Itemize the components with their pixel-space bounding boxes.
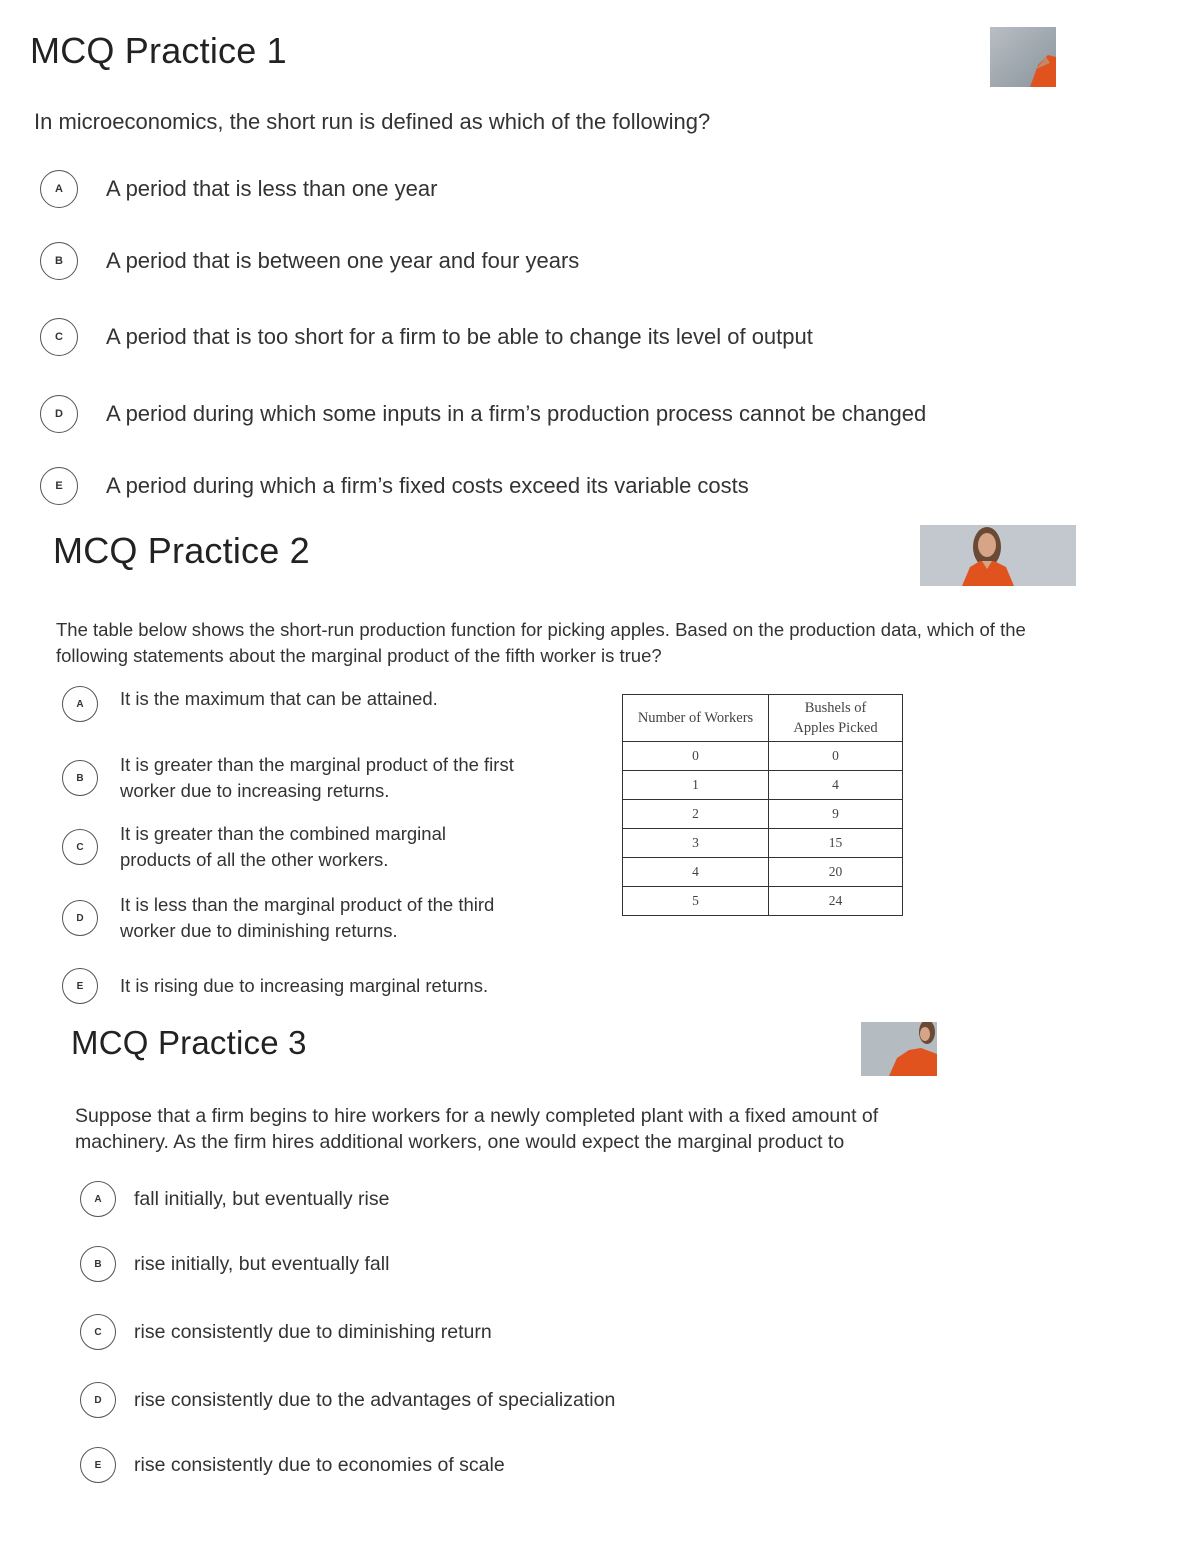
production-table [622, 694, 903, 916]
p3-question-line1: Suppose that a firm begins to hire workers for a newly completed plant with a fixed amount of [75, 1105, 879, 1127]
table-header-row [623, 695, 903, 742]
option-letter-circle: D [62, 900, 98, 936]
option-letter-circle: A [80, 1181, 116, 1217]
table-row [623, 771, 903, 800]
table-row [623, 829, 903, 858]
table-cell: 0 [769, 742, 903, 771]
option-text: It is less than the marginal product of the third worker due to diminishing returns. [120, 894, 495, 941]
option-text: rise initially, but eventually fall [134, 1252, 390, 1275]
p2-option-b[interactable] [62, 752, 570, 804]
p3-option-b[interactable] [80, 1246, 389, 1282]
presenter-video-icon [990, 27, 1056, 87]
p1-title: MCQ Practice 1 [30, 30, 287, 71]
presenter-video-icon [920, 525, 1076, 586]
table-cell: 3 [623, 829, 769, 858]
option-text: A period that is too short for a firm to be able to change its level of output [106, 324, 813, 349]
option-text: rise consistently due to economies of scale [134, 1453, 505, 1476]
option-letter-circle: E [62, 968, 98, 1004]
option-letter-circle: E [80, 1447, 116, 1483]
p1-question: In microeconomics, the short run is defined as which of the following? [34, 109, 711, 134]
p2-option-e[interactable] [62, 968, 600, 1004]
option-text: A period that is less than one year [106, 176, 438, 201]
option-text: A period during which some inputs in a firm’s production process cannot be changed [106, 401, 927, 426]
p1-option-e[interactable] [40, 467, 749, 505]
option-text: It is the maximum that can be attained. [120, 688, 438, 709]
table-cell: 5 [623, 887, 769, 916]
p2-option-c[interactable] [62, 821, 500, 873]
option-letter-circle: C [40, 318, 78, 356]
table-cell: 15 [769, 829, 903, 858]
table-cell: 9 [769, 800, 903, 829]
option-letter-circle: C [62, 829, 98, 865]
option-letter-circle: A [40, 170, 78, 208]
option-text: fall initially, but eventually rise [134, 1187, 390, 1210]
option-text: It is greater than the combined marginal products of all the other workers. [120, 823, 446, 870]
table-cell: 20 [769, 858, 903, 887]
p2-option-d[interactable] [62, 892, 550, 944]
option-letter-circle: E [40, 467, 78, 505]
option-text: It is greater than the marginal product of the first worker due to increasing returns. [120, 754, 514, 801]
option-text: rise consistently due to the advantages of specialization [134, 1388, 616, 1411]
table-cell: 2 [623, 800, 769, 829]
p3-question [75, 1103, 878, 1155]
p3-option-a[interactable] [80, 1181, 389, 1217]
table-cell: 24 [769, 887, 903, 916]
option-letter-circle: B [40, 242, 78, 280]
p1-option-d[interactable] [40, 395, 926, 433]
video-thumbnail-1[interactable] [990, 27, 1056, 87]
option-letter-circle: C [80, 1314, 116, 1350]
table-cell: 1 [623, 771, 769, 800]
option-text: It is rising due to increasing marginal returns. [120, 975, 489, 996]
p3-option-d[interactable] [80, 1382, 615, 1418]
p2-option-a[interactable] [62, 686, 580, 722]
option-letter-circle: A [62, 686, 98, 722]
table-cell: 4 [623, 858, 769, 887]
table-header-bushels: Bushels of Apples Picked [769, 695, 903, 742]
option-text: A period during which a firm’s fixed costs exceed its variable costs [106, 473, 749, 498]
p3-option-e[interactable] [80, 1447, 505, 1483]
option-text: rise consistently due to diminishing return [134, 1320, 492, 1343]
p1-option-b[interactable] [40, 242, 579, 280]
table-cell: 0 [623, 742, 769, 771]
option-letter-circle: D [40, 395, 78, 433]
p3-title: MCQ Practice 3 [71, 1024, 307, 1061]
presenter-video-icon [861, 1022, 937, 1076]
table-row [623, 800, 903, 829]
p2-question: The table below shows the short-run production function for picking apples. Based on the production data, which of the following statements about the marginal product of the fifth worker is true? [56, 619, 1026, 666]
video-thumbnail-2[interactable] [920, 525, 1076, 586]
table-row [623, 887, 903, 916]
video-thumbnail-3[interactable] [861, 1022, 937, 1076]
p3-option-c[interactable] [80, 1314, 492, 1350]
option-letter-circle: B [80, 1246, 116, 1282]
table-row [623, 858, 903, 887]
option-text: A period that is between one year and four years [106, 248, 580, 273]
p3-question-line2: machinery. As the firm hires additional workers, one would expect the marginal product to [75, 1131, 845, 1153]
table-cell: 4 [769, 771, 903, 800]
table-header-workers: Number of Workers [623, 695, 769, 742]
p1-option-c[interactable] [40, 318, 813, 356]
p2-title: MCQ Practice 2 [53, 530, 310, 571]
p1-option-a[interactable] [40, 170, 437, 208]
option-letter-circle: B [62, 760, 98, 796]
option-letter-circle: D [80, 1382, 116, 1418]
table-row [623, 742, 903, 771]
